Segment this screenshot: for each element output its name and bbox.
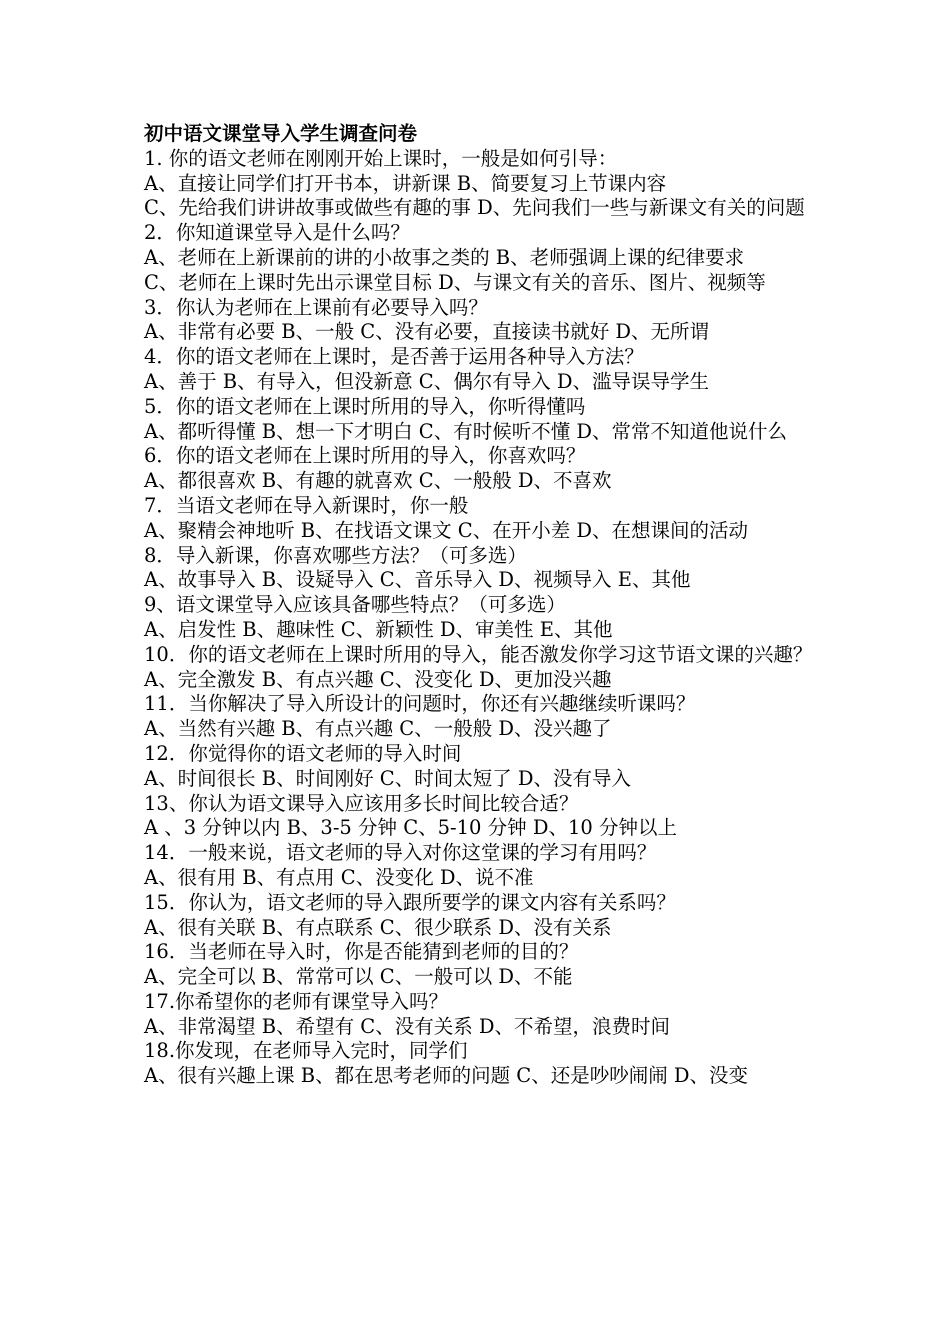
question-line: 10．你的语文老师在上课时所用的导入，能否激发你学习这节语文课的兴趣？ xyxy=(144,642,813,666)
question-line: 13、你认为语文课导入应该用多长时间比较合适？ xyxy=(144,791,579,815)
question-line: 8．导入新课，你喜欢哪些方法？（可多选） xyxy=(144,543,527,567)
question-line: 6．你的语文老师在上课时所用的导入，你喜欢吗？ xyxy=(144,444,586,468)
question-line: 15．你认为，语文老师的导入跟所要学的课文内容有关系吗？ xyxy=(144,890,676,914)
question-line: 11．当你解决了导入所设计的问题时，你还有兴趣继续听课吗？ xyxy=(144,692,696,716)
document-title: 初中语文课堂导入学生调查问卷 xyxy=(144,122,418,145)
answer-options-line: A、都听得懂 B、想一下才明白 C、有时候听不懂 D、常常不知道他说什么 xyxy=(144,419,788,443)
answer-options-line: C、老师在上课时先出示课堂目标 D、与课文有关的音乐、图片、视频等 xyxy=(144,270,766,294)
answer-options-line: A、很有用 B、有点用 C、没变化 D、说不准 xyxy=(144,865,534,889)
answer-options-line: A、当然有兴趣 B、有点兴趣 C、一般般 D、没兴趣了 xyxy=(144,717,612,741)
answer-options-line: A、聚精会神地听 B、在找语文课文 C、在开小差 D、在想课间的活动 xyxy=(144,518,749,542)
answer-options-line: C、先给我们讲讲故事或做些有趣的事 D、先问我们一些与新课文有关的问题 xyxy=(144,196,805,220)
question-line: 3．你认为老师在上课前有必要导入吗？ xyxy=(144,295,488,319)
answer-options-line: A 、3 分钟以内 B、3-5 分钟 C、5-10 分钟 D、10 分钟以上 xyxy=(144,816,677,840)
answer-options-line: A、很有兴趣上课 B、都在思考老师的问题 C、还是吵吵闹闹 D、没变 xyxy=(144,1064,749,1088)
question-line: 4．你的语文老师在上课时，是否善于运用各种导入方法？ xyxy=(144,345,644,369)
answer-options-line: A、很有关联 B、有点联系 C、很少联系 D、没有关系 xyxy=(144,915,612,939)
answer-options-line: A、非常渴望 B、希望有 C、没有关系 D、不希望，浪费时间 xyxy=(144,1014,671,1038)
question-line: 17.你希望你的老师有课堂导入吗？ xyxy=(144,989,449,1013)
question-line: 1. 你的语文老师在刚刚开始上课时，一般是如何引导： xyxy=(144,146,618,170)
question-line: 7．当语文老师在导入新课时，你一般 xyxy=(144,493,469,517)
question-line: 9、语文课堂导入应该具备哪些特点？（可多选） xyxy=(144,593,566,617)
document-body xyxy=(144,122,814,1089)
question-line: 14．一般来说，语文老师的导入对你这堂课的学习有用吗？ xyxy=(144,841,657,865)
answer-options-line: A、直接让同学们打开书本，讲新课 B、简要复习上节课内容 xyxy=(144,171,667,195)
answer-options-line: A、完全可以 B、常常可以 C、一般可以 D、不能 xyxy=(144,965,573,989)
answer-options-line: A、启发性 B、趣味性 C、新颖性 D、审美性 E、其他 xyxy=(144,617,613,641)
answer-options-line: A、老师在上新课前的讲的小故事之类的 B、老师强调上课的纪律要求 xyxy=(144,245,745,269)
question-line: 5．你的语文老师在上课时所用的导入，你听得懂吗 xyxy=(144,394,586,418)
answer-options-line: A、完全激发 B、有点兴趣 C、没变化 D、更加没兴趣 xyxy=(144,667,612,691)
question-line: 2．你知道课堂导入是什么吗？ xyxy=(144,221,410,245)
answer-options-line: A、非常有必要 B、一般 C、没有必要，直接读书就好 D、无所谓 xyxy=(144,320,710,344)
answer-options-line: A、故事导入 B、设疑导入 C、音乐导入 D、视频导入 E、其他 xyxy=(144,568,691,592)
question-line: 12．你觉得你的语文老师的导入时间 xyxy=(144,741,462,765)
question-line: 18.你发现，在老师导入完时，同学们 xyxy=(144,1039,468,1063)
question-line: 16．当老师在导入时，你是否能猜到老师的目的？ xyxy=(144,940,579,964)
answer-options-line: A、善于 B、有导入，但没新意 C、偶尔有导入 D、滥导误导学生 xyxy=(144,369,710,393)
question-list xyxy=(144,147,814,1089)
answer-options-line: A、都很喜欢 B、有趣的就喜欢 C、一般般 D、不喜欢 xyxy=(144,469,612,493)
answer-options-line: A、时间很长 B、时间刚好 C、时间太短了 D、没有导入 xyxy=(144,766,632,790)
